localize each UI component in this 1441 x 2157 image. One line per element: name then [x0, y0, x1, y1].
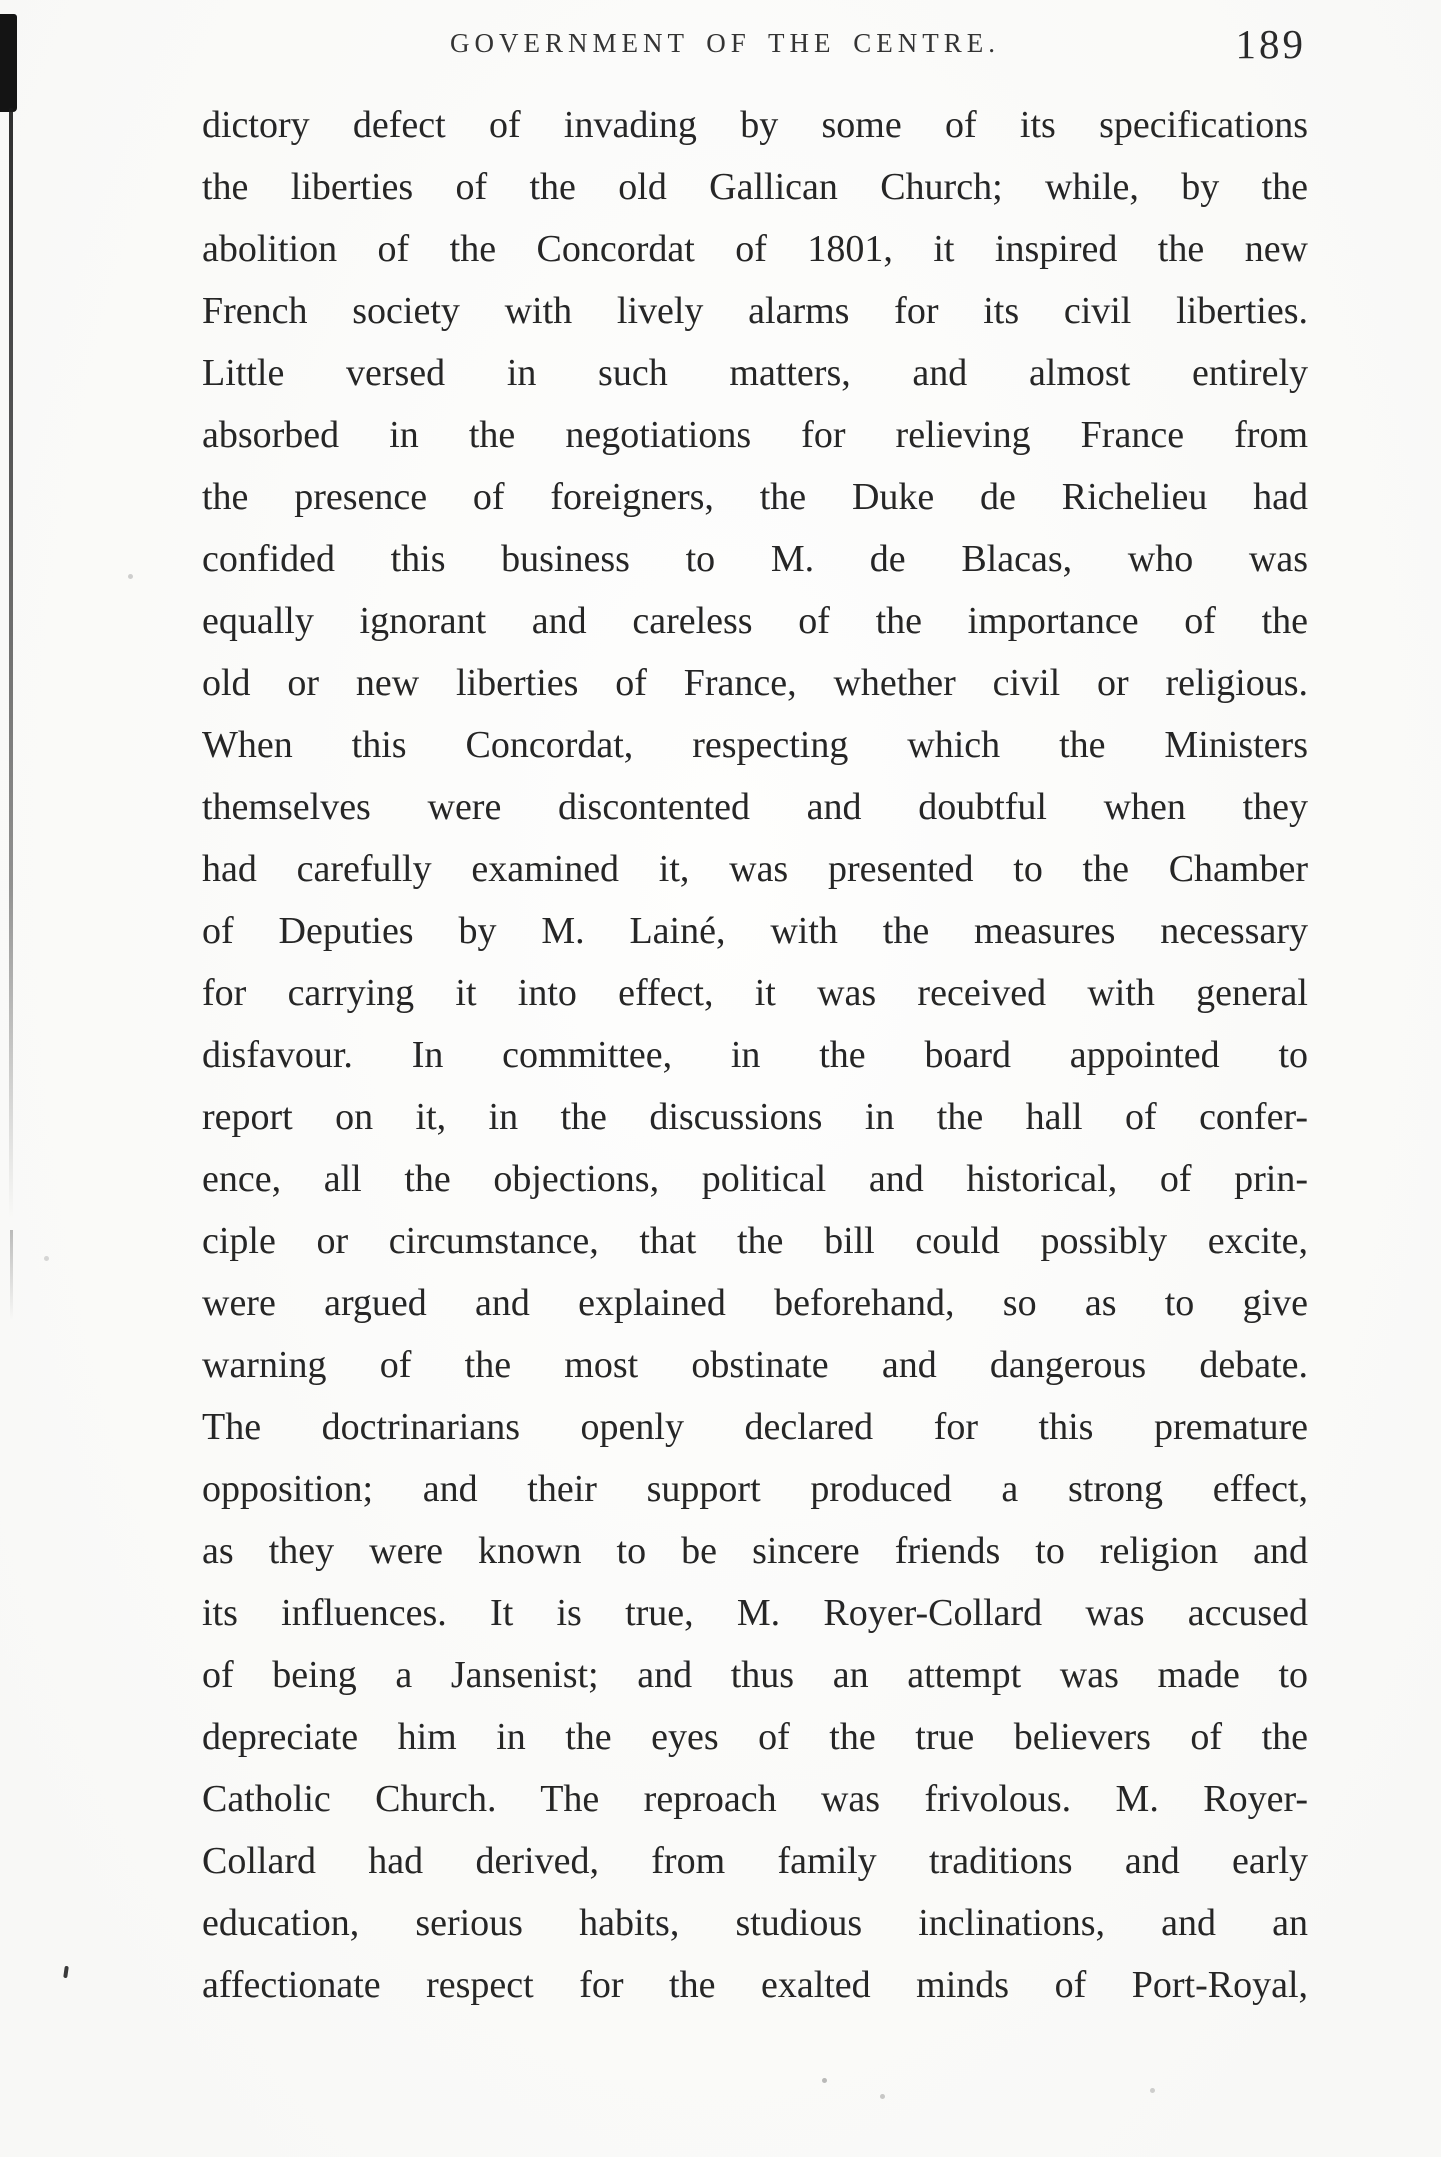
scan-speck	[128, 574, 133, 579]
text-line: French society with lively alarms for its civil liberties.	[202, 290, 1308, 332]
text-line: were argued and explained beforehand, so as to give	[202, 1282, 1308, 1324]
text-line: as they were known to be sincere friends to religion and	[202, 1530, 1308, 1572]
text-line: the presence of foreigners, the Duke de Richelieu had	[202, 476, 1308, 518]
gutter-shadow-line-faint	[10, 1230, 13, 1320]
page-title: GOVERNMENT OF THE CENTRE.	[449, 28, 1000, 58]
text-line: old or new liberties of France, whether civil or religious.	[202, 662, 1308, 704]
text-line: Catholic Church. The reproach was frivolous. M. Royer-	[202, 1778, 1308, 1820]
running-header	[202, 21, 1308, 84]
scan-speck	[1150, 2088, 1155, 2093]
text-line: had carefully examined it, was presented to the Chamber	[202, 848, 1308, 890]
text-line: its influences. It is true, M. Royer-Collard was accused	[202, 1592, 1308, 1634]
gutter-shadow-line	[9, 108, 13, 1218]
text-line: themselves were discontented and doubtful when they	[202, 786, 1308, 828]
text-line: equally ignorant and careless of the importance of the	[202, 600, 1308, 642]
body-text	[202, 94, 1308, 2016]
text-line: affectionate respect for the exalted minds of Port-Royal,	[202, 1964, 1308, 2006]
text-line: of being a Jansenist; and thus an attempt was made to	[202, 1654, 1308, 1696]
text-line: The doctrinarians openly declared for this premature	[202, 1406, 1308, 1448]
text-line: for carrying it into effect, it was received with general	[202, 972, 1308, 1014]
text-line: absorbed in the negotiations for relieving France from	[202, 414, 1308, 456]
text-line: education, serious habits, studious inclinations, and an	[202, 1902, 1308, 1944]
text-line: depreciate him in the eyes of the true believers of the	[202, 1716, 1308, 1758]
scan-speck	[880, 2094, 885, 2099]
text-line: dictory defect of invading by some of its specifications	[202, 104, 1308, 146]
text-line: confided this business to M. de Blacas, who was	[202, 538, 1308, 580]
text-line: Little versed in such matters, and almost entirely	[202, 352, 1308, 394]
text-line: report on it, in the discussions in the hall of confer-	[202, 1096, 1308, 1138]
text-line: the liberties of the old Gallican Church; while, by the	[202, 166, 1308, 208]
text-line: warning of the most obstinate and dangerous debate.	[202, 1344, 1308, 1386]
text-line: abolition of the Concordat of 1801, it inspired the new	[202, 228, 1308, 270]
text-line: Collard had derived, from family traditions and early	[202, 1840, 1308, 1882]
scan-speck	[44, 1256, 49, 1261]
text-line: ciple or circumstance, that the bill could possibly excite,	[202, 1220, 1308, 1262]
text-line: ence, all the objections, political and historical, of prin-	[202, 1158, 1308, 1200]
scan-speck	[822, 2078, 827, 2083]
margin-tick-artifact	[63, 1966, 69, 1978]
text-line: When this Concordat, respecting which the Ministers	[202, 724, 1308, 766]
text-line: opposition; and their support produced a strong effect,	[202, 1468, 1308, 1510]
page-number: 189	[1235, 21, 1306, 67]
text-line: disfavour. In committee, in the board appointed to	[202, 1034, 1308, 1076]
scan-ink-bar-artifact	[0, 14, 17, 112]
text-line: of Deputies by M. Lainé, with the measures necessary	[202, 910, 1308, 952]
